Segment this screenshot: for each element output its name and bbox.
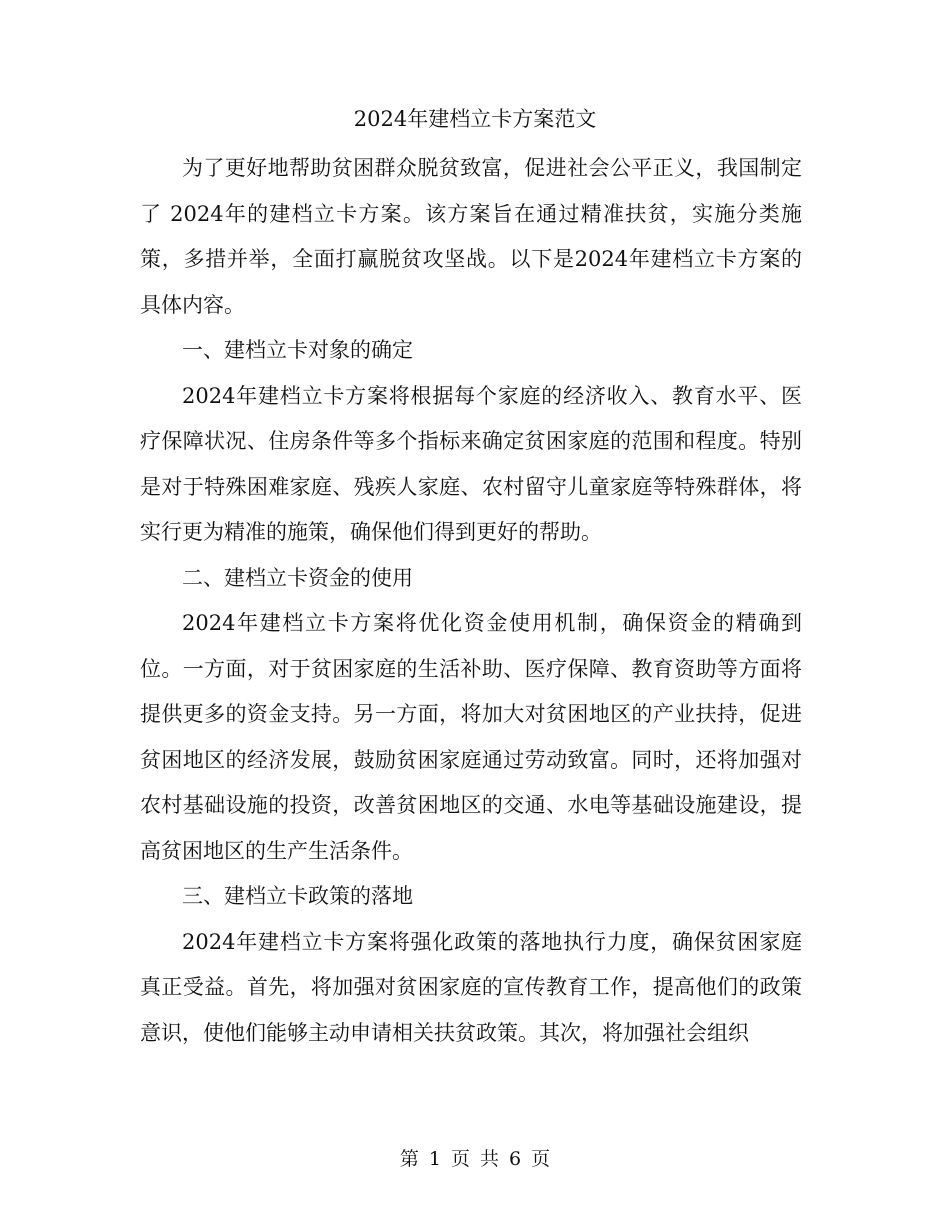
section-paragraph-1: 2024年建档立卡方案将根据每个家庭的经济收入、教育水平、医疗保障状况、住房条件等多个指标来确定贫困家庭的范围和程度。特别是对于特殊困难家庭、残疾人家庭、农村留守儿童家庭等特殊群体，将实行更为精准的施策，确保他们得到更好的帮助。 [140, 383, 802, 544]
section-heading-2: 二、建档立卡资金的使用 [182, 565, 413, 590]
document-title: 2024年建档立卡方案范文 [353, 107, 597, 131]
section-heading-3: 三、建档立卡政策的落地 [182, 884, 413, 908]
section-heading-1: 一、建档立卡对象的确定 [182, 338, 413, 362]
section-paragraph-2: 2024年建档立卡方案将优化资金使用机制，确保资金的精确到位。一方面，对于贫困家庭的生活补助、医疗保障、教育资助等方面将提供更多的资金支持。另一方面，将加大对贫困地区的产业扶持，促进贫困地区的经济发展，鼓励贫困家庭通过劳动致富。同时，还将加强对农村基础设施的投资，改善贫困地区的交通、水电等基础设施建设，提高贫困地区的生产生活条件。 [140, 611, 802, 863]
intro-paragraph: 为了更好地帮助贫困群众脱贫致富，促进社会公平正义，我国制定了 2024年的建档立卡方案。该方案旨在通过精准扶贫，实施分类施策，多措并举，全面打赢脱贫攻坚战。以下是2024年建档立卡方案的具体内容。 [140, 156, 802, 317]
section-paragraph-3: 2024年建档立卡方案将强化政策的落地执行力度，确保贫困家庭真正受益。首先，将加强对贫困家庭的宣传教育工作，提高他们的政策意识，使他们能够主动申请相关扶贫政策。其次，将加强社会组织 [140, 929, 802, 1045]
document-body [140, 146, 802, 1056]
page-number-footer: 第 1 页 共 6 页 [399, 1148, 551, 1170]
